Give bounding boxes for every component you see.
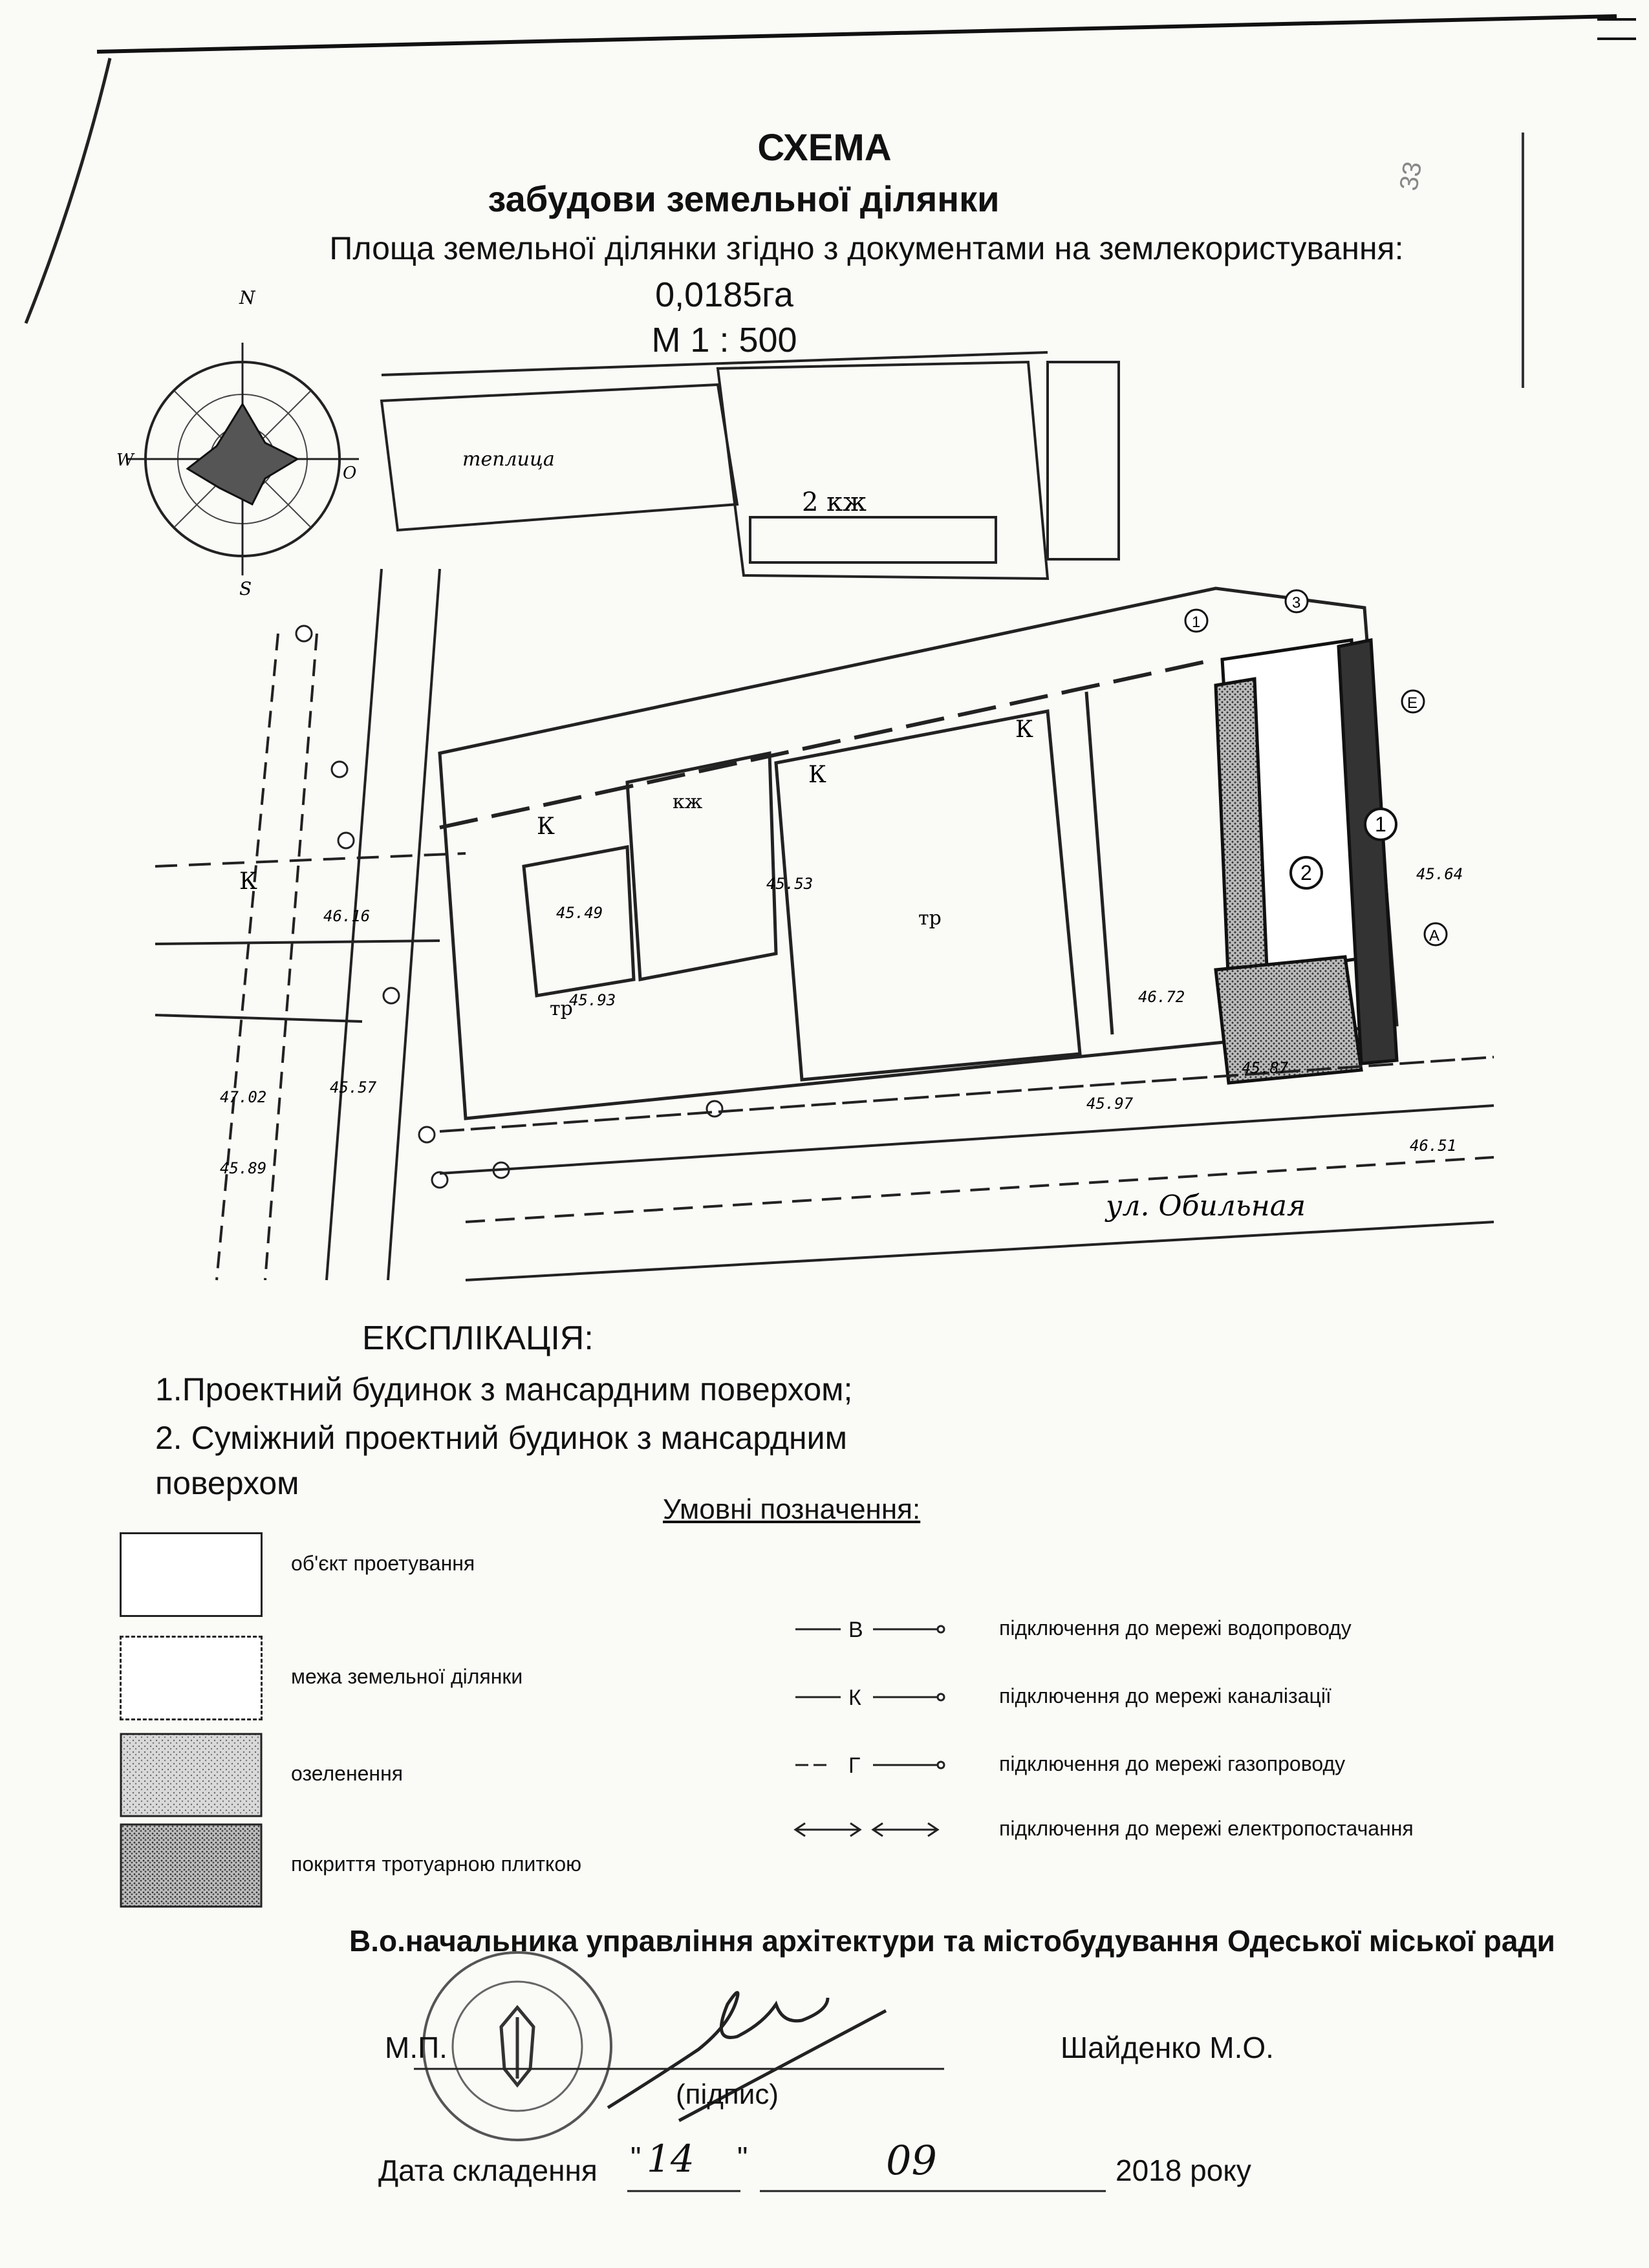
axis-3: 3 [1292, 594, 1301, 612]
line-letter-k: К [848, 1685, 861, 1710]
date-label: Дата складення [378, 2154, 598, 2187]
elevation-7: 45.57 [330, 1078, 377, 1097]
axis-1: 1 [1192, 614, 1201, 631]
building-marker-1-text: 1 [1375, 813, 1386, 836]
greenhouse-label: теплица [462, 448, 555, 471]
seal-mark: М.П. [385, 2031, 447, 2064]
line-letter-v: В [848, 1618, 863, 1642]
date-day: 14 [647, 2137, 695, 2181]
legend-title: Умовні позначення: [663, 1493, 921, 1525]
network-k-1: К [537, 813, 555, 840]
elevation-10: 46.51 [1410, 1137, 1457, 1155]
line-label-sewer: підключення до мережі каналізації [999, 1684, 1331, 1707]
line-label-gas: підключення до мережі газопроводу [999, 1752, 1346, 1775]
area-label: Площа земельної ділянки згідно з документами на землекористування: [329, 230, 1404, 266]
legend-label-greenery: озеленення [291, 1762, 404, 1785]
explication-item-1: 1.Проектний будинок з мансардним поверхом; [155, 1371, 853, 1407]
street-name: ул. Обильная [1106, 1190, 1306, 1223]
elevation-11: 45.93 [569, 991, 616, 1009]
date-quote-close: " [737, 2141, 748, 2174]
compass-s: S [239, 578, 252, 599]
elevation-2: 45.87 [1242, 1059, 1289, 1077]
trident-icon [501, 2007, 534, 2085]
signature-line [414, 2066, 944, 2072]
official-title: В.о.начальника управління архітектури та містобудування Одеської міської ради [349, 1924, 1555, 1958]
elevation-9: 45.64 [1416, 865, 1463, 883]
area-value: 0,0185га [655, 275, 793, 314]
date-quote-open: " [630, 2141, 641, 2174]
explication-item-2: 2. Суміжний проектний будинок з мансардним [155, 1420, 847, 1456]
legend-swatch-boundary [120, 1636, 263, 1720]
site-plan [103, 272, 1520, 1306]
legend-label-object: об'єкт проетування [291, 1552, 475, 1575]
legend-swatch-paving [120, 1823, 263, 1908]
scale-label: М 1 : 500 [651, 321, 797, 359]
line-label-electric: підключення до мережі електропостачання [999, 1817, 1414, 1840]
elevation-8: 45.89 [220, 1159, 267, 1177]
legend-swatch-object [120, 1532, 263, 1617]
line-label-water: підключення до мережі водопроводу [999, 1616, 1352, 1640]
signature-caption: (підпис) [676, 2079, 779, 2110]
document-title: СХЕМА [757, 127, 892, 169]
date-underlines [627, 2188, 1106, 2195]
compass-n: N [239, 287, 255, 308]
network-k-4: К [239, 868, 257, 895]
legend-label-paving: покриття тротуарною плиткою [291, 1852, 582, 1876]
label-kzh: кж [673, 791, 703, 813]
legend-label-boundary: межа земельної ділянки [291, 1665, 523, 1688]
elevation-5: 45.49 [556, 904, 603, 922]
date-month: 09 [886, 2137, 937, 2184]
explication-title: ЕКСПЛІКАЦІЯ: [362, 1320, 594, 1357]
elevation-1: 45.97 [1086, 1095, 1134, 1113]
sheet-number: 33 [1394, 159, 1428, 193]
label-tr-2: тр [550, 998, 573, 1020]
axis-e: E [1407, 694, 1418, 712]
axis-a: A [1429, 927, 1440, 945]
explication-item-2-cont: поверхом [155, 1465, 299, 1501]
compass-rose-icon [116, 287, 359, 599]
network-k-3: К [1015, 716, 1033, 743]
compass-o: O [343, 464, 357, 483]
network-k-2: К [808, 762, 826, 788]
elevation-12: 46.72 [1138, 988, 1185, 1006]
elevation-4: 45.53 [766, 875, 814, 893]
building-marker-2-text: 2 [1300, 861, 1312, 884]
building-2kzh-label: 2 кж [802, 487, 867, 517]
elevation-3: 46.16 [323, 907, 371, 925]
line-letter-g: Г [848, 1753, 861, 1778]
date-year: 2018 року [1116, 2154, 1251, 2187]
legend-swatch-greenery [120, 1733, 263, 1817]
utility-line-symbols [789, 1610, 964, 1856]
compass-w: W [116, 451, 134, 470]
label-tr: тр [918, 907, 942, 930]
elevation-6: 47.02 [220, 1088, 267, 1106]
document-subtitle: забудови земельної ділянки [488, 178, 1000, 219]
signer-name: Шайденко М.О. [1061, 2031, 1274, 2064]
